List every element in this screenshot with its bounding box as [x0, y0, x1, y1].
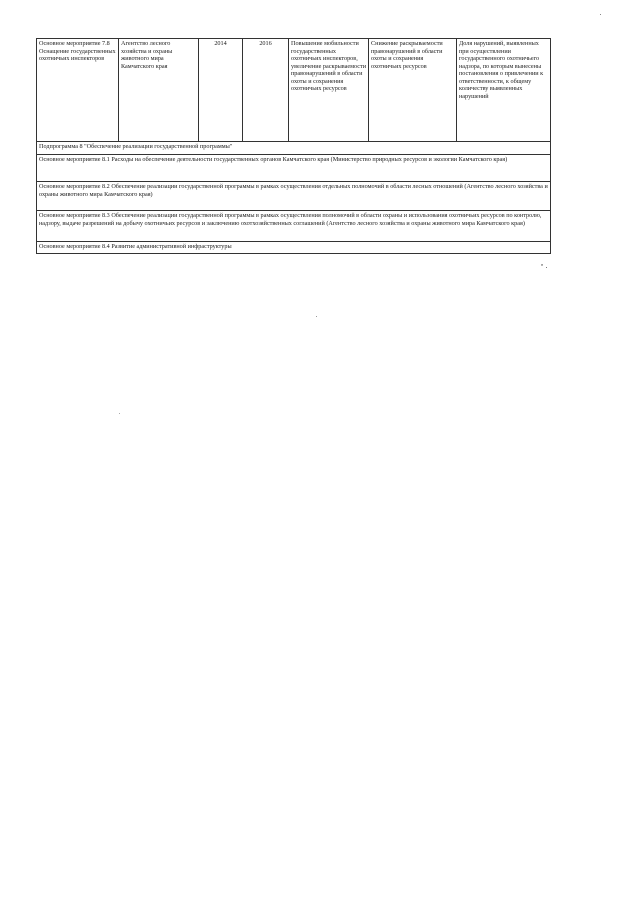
table-row-event-7-8	[37, 39, 551, 142]
consequences-cell: Снижение раскрываемости правонарушений в области охоты и сохранения охотничьих ресурсов	[369, 39, 457, 142]
start-year-cell: 2014	[199, 39, 243, 142]
event-8-3-cell: Основное мероприятие 8.3 Обеспечение реализации государственной программы в рамках осуществления полномочий в области охраны и использования охотничьих ресурсов по контролю, надзору, выдаче разрешений на добычу охотничьих ресурсов и заключению охотхозяйственных соглашений (Агентство лесного хозяйства и охраны животного мира Камчатского края)	[37, 211, 551, 242]
scan-speck	[600, 14, 601, 15]
table-row-event-8-3	[37, 211, 551, 242]
scan-speck	[546, 267, 547, 268]
table-row-subprogram-8	[37, 142, 551, 155]
margin-mark: п	[541, 262, 544, 267]
event-8-4-cell: Основное мероприятие 8.4 Развитие административной инфраструктуры	[37, 242, 551, 254]
table-row-event-8-2	[37, 182, 551, 211]
subprogram-8-cell: Подпрограмма 8 "Обеспечение реализации государственной программы"	[37, 142, 551, 155]
program-events-table	[36, 38, 551, 254]
event-8-2-cell: Основное мероприятие 8.2 Обеспечение реализации государственной программы в рамках осуществления отдельных полномочий в области лесных отношений (Агентство лесного хозяйства и охраны животного мира Камчатского края)	[37, 182, 551, 211]
scan-speck	[316, 316, 317, 317]
table-row-event-8-4	[37, 242, 551, 254]
executor-cell: Агентство лесного хозяйства и охраны животного мира Камчатского края	[119, 39, 199, 142]
event-8-1-cell: Основное мероприятие 8.1 Расходы на обеспечение деятельности государственных органов Камчатского края (Министерство природных ресурсов и экологии Камчатского края)	[37, 155, 551, 182]
table-row-event-8-1	[37, 155, 551, 182]
indicator-cell: Доля нарушений, выявленных при осуществлении государственного охотничьего надзора, по которым вынесены постановления о привлечении к ответственности, к общему количеству выявленных нарушений	[457, 39, 551, 142]
scan-speck	[119, 413, 120, 414]
event-name-cell: Основное мероприятие 7.8 Оснащение государственных охотничьих инспекторов	[37, 39, 119, 142]
end-year-cell: 2016	[243, 39, 289, 142]
expected-result-cell: Повышение мобильности государственных охотничьих инспекторов, увеличение раскрываемости правонарушений в области охоты и сохранения охотничьих ресурсов	[289, 39, 369, 142]
